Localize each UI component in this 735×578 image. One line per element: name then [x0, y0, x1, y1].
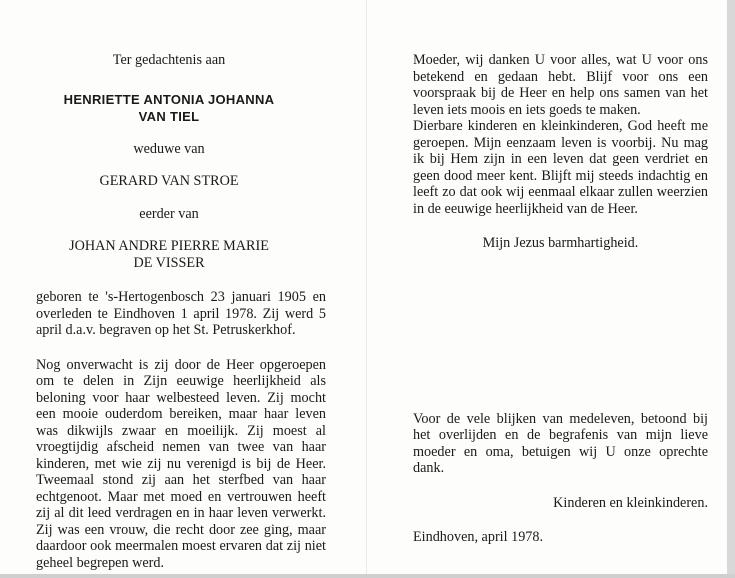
card-edge-right — [727, 0, 735, 578]
prayer-to-mother: Moeder, wij danken U voor alles, wat U voor ons betekend en gedaan hebt. Blijf voor ons een voorspraak bij de Heer en help ons samen van het leven iets moois en iets goeds te maken. — [413, 52, 708, 118]
left-panel — [36, 52, 326, 571]
life-paragraph: Nog onverwacht is zij door de Heer opgeroepen om te delen in Zijn eeuwige heerlijkheid als beloning voor haar welbesteed leven. Zij mocht een mooie ouderdom bereiken, maar haar leven was dikwijls zwaar en moeilijk. Zij moest al vroegtijdig afscheid nemen van twee van haar kinderen, met wie zij nu verenigd is bij de Heer. Tweemaal stond zij aan het sterfbed van haar echtgenoot. Maar met moed en vertrouwen heeft zij al dit leed verdragen en in haar leven verwerkt. Zij was een vrouw, die recht door zee ging, maar daardoor ook meermalen moest ervaren dat zij niet geheel begrepen werd. — [36, 356, 326, 571]
first-husband-line-1: JOHAN ANDRE PIERRE MARIE — [69, 238, 269, 254]
invocation-text: Mijn Jezus barmhartigheid. — [482, 235, 639, 251]
birth-death-paragraph: geboren te 's-Hertogenbosch 23 januari 1905 en overleden te Eindhoven 1 april 1978. Zij werd 5 april d.a.v. begraven op het St. Petruskerkhof. — [36, 289, 326, 338]
signature-text: Kinderen en kleinkinderen. — [553, 494, 708, 511]
prayer-to-children: Dierbare kinderen en kleinkinderen, God heeft me geroepen. Mijn eenzaam leven is voorbij. Nu mag ik bij Hem zijn in een leven dat geen verdriet en geen dood meer kent. Blijft mij steeds indachtig en leeft zo dat ook wij eenmaal elkaar zullen weerzien in de eeuwige heerlijkheid van de Heer. — [413, 118, 708, 217]
deceased-name-line-1: HENRIETTE ANTONIA JOHANNA — [63, 91, 275, 107]
card-edge-bottom — [0, 574, 735, 578]
deceased-name-line-2: VAN TIEL — [138, 108, 200, 124]
thanks-paragraph: Voor de vele blijken van medeleven, betoond bij het overlijden en de begrafenis van mijn lieve moeder en oma, betuigen wij U onze oprechte dank. — [413, 410, 708, 476]
right-panel — [413, 52, 708, 546]
intro-text: Ter gedachtenis aan — [112, 52, 226, 68]
widow-of-text: weduwe van — [133, 140, 205, 157]
card-fold-line — [366, 0, 367, 578]
place-date-text: Eindhoven, april 1978. — [413, 529, 544, 545]
husband-name: GERARD VAN STROE — [99, 173, 239, 189]
first-husband-line-2: DE VISSER — [133, 254, 205, 271]
formerly-of-text: eerder van — [139, 205, 199, 222]
